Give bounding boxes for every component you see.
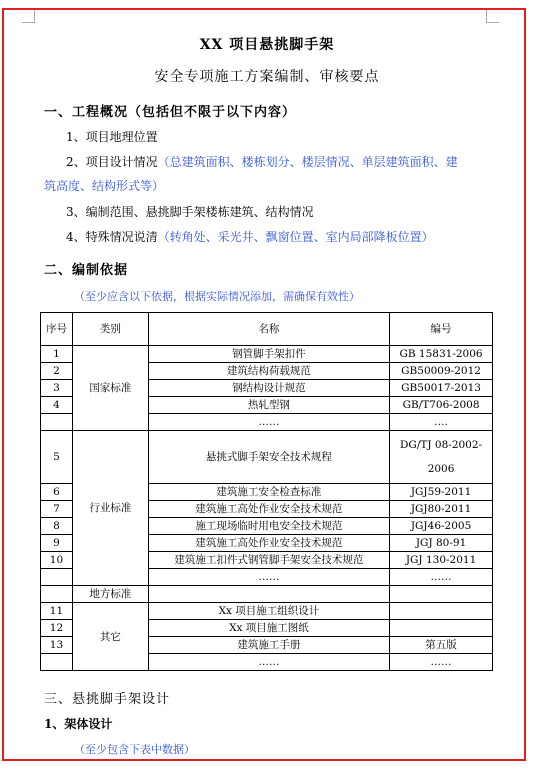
document-title: XX 项目悬挑脚手架 [199, 37, 335, 53]
overview-item-2-note: （总建筑面积、楼栋划分、楼层情况、单层建筑面积、建 [157, 155, 458, 169]
table-row: …… …… [41, 569, 493, 586]
table-row: …… …… [41, 654, 493, 671]
table-row: 12 Xx 项目施工图纸 [41, 620, 493, 637]
header-name: 名称 [148, 313, 389, 346]
category-national: 国家标准 [72, 346, 148, 431]
header-code: 编号 [390, 313, 493, 346]
category-local: 地方标准 [72, 586, 148, 603]
margin-corner-mark [22, 10, 35, 23]
table-row: 2 建筑结构荷载规范 GB50009-2012 [41, 363, 493, 380]
overview-item-4-note: （转角处、采光井、飘窗位置、室内局部降板位置） [157, 230, 434, 244]
table-row: 4 热轧型钢 GB/T706-2008 [41, 397, 493, 414]
table-row: 13 建筑施工手册 第五版 [41, 637, 493, 654]
overview-item-4 [66, 226, 434, 248]
design-note: （至少包含下表中数据） [74, 743, 195, 756]
table-row: 6 建筑施工安全检查标准 JGJ59-2011 [41, 484, 493, 501]
table-row: 5 行业标准 悬挑式脚手架安全技术规程 DG/TJ 08-2002- 2006 [41, 431, 493, 484]
category-other: 其它 [72, 603, 148, 671]
overview-item-3: 3、编制范围、悬挑脚手架楼栋建筑、结构情况 [66, 205, 314, 219]
category-industry: 行业标准 [72, 431, 148, 586]
reference-standards-table [40, 312, 493, 671]
table-header-row [41, 313, 493, 346]
table-row: 1 国家标准 钢管脚手架扣件 GB 15831-2006 [41, 346, 493, 363]
table-row: 3 钢结构设计规范 GB50017-2013 [41, 380, 493, 397]
section-heading-basis: 二、编制依据 [44, 263, 129, 278]
margin-corner-mark [486, 10, 499, 23]
basis-note: （至少应含以下依据，根据实际情况添加，需确保有效性） [74, 290, 360, 303]
design-subheading: 1、架体设计 [44, 717, 113, 731]
section-heading-overview: 一、工程概况（包括但不限于以下内容） [44, 105, 297, 120]
document-subtitle: 安全专项施工方案编制、审核要点 [154, 69, 380, 85]
overview-item-2 [66, 151, 458, 173]
table-row: 9 建筑施工高处作业安全技术规范 JGJ 80-91 [41, 535, 493, 552]
table-row: 7 建筑施工高处作业安全技术规范 JGJ80-2011 [41, 501, 493, 518]
section-heading-design: 三、悬挑脚手架设计 [44, 692, 171, 707]
header-type: 类别 [72, 313, 148, 346]
table-row: 11 其它 Xx 项目施工组织设计 [41, 603, 493, 620]
header-no: 序号 [41, 313, 73, 346]
overview-item-4-label: 4、特殊情况说清 [66, 230, 158, 244]
table-row: 8 施工现场临时用电安全技术规范 JGJ46-2005 [41, 518, 493, 535]
overview-item-2-note-cont: 筑高度、结构形式等） [44, 179, 165, 193]
table-row [41, 586, 493, 603]
table-row: …… …. [41, 414, 493, 431]
overview-item-2-label: 2、项目设计情况 [66, 155, 158, 169]
table-row: 10 建筑施工扣件式钢管脚手架安全技术规范 JGJ 130-2011 [41, 552, 493, 569]
overview-item-1: 1、项目地理位置 [66, 130, 158, 144]
